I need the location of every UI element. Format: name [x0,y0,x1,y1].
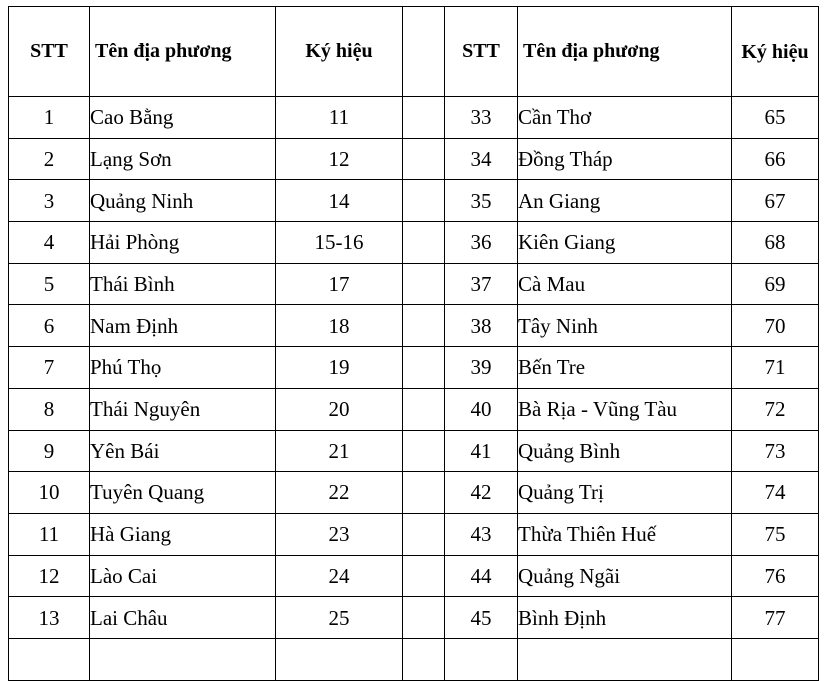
header-stt-left: STT [9,7,90,97]
cell-spacer [403,138,445,180]
province-code-table [8,6,819,681]
table-row [9,430,819,472]
cell-code-right: 73 [732,430,819,472]
table-row [9,513,819,555]
cell-name-right: Thừa Thiên Huế [518,513,732,555]
cell-name-left: Thái Nguyên [90,388,276,430]
cut-off-cell [518,638,732,680]
cell-stt-right: 40 [445,388,518,430]
table-row-cut-off [9,638,819,680]
cell-stt-right: 44 [445,555,518,597]
cell-code-left: 14 [276,180,403,222]
header-stt-right: STT [445,7,518,97]
cell-stt-right: 34 [445,138,518,180]
header-code-right: Ký hiệu [732,7,819,97]
cut-off-cell [9,638,90,680]
cut-off-cell [732,638,819,680]
cell-stt-left: 9 [9,430,90,472]
cell-stt-left: 11 [9,513,90,555]
cell-stt-left: 10 [9,472,90,514]
cell-stt-right: 37 [445,263,518,305]
cell-name-left: Hà Giang [90,513,276,555]
cell-name-left: Nam Định [90,305,276,347]
table-row [9,388,819,430]
cell-spacer [403,347,445,389]
cell-stt-right: 42 [445,472,518,514]
cell-spacer [403,305,445,347]
cell-name-left: Tuyên Quang [90,472,276,514]
cell-name-right: Cà Mau [518,263,732,305]
cell-name-right: Tây Ninh [518,305,732,347]
cell-code-left: 25 [276,597,403,639]
cell-code-left: 19 [276,347,403,389]
cell-code-left: 23 [276,513,403,555]
cell-stt-right: 33 [445,97,518,139]
cell-stt-left: 12 [9,555,90,597]
cell-stt-right: 43 [445,513,518,555]
cell-name-left: Cao Bằng [90,97,276,139]
cell-code-left: 21 [276,430,403,472]
table-row [9,97,819,139]
cut-off-cell [276,638,403,680]
cell-name-right: Cần Thơ [518,97,732,139]
header-spacer [403,7,445,97]
cell-code-left: 11 [276,97,403,139]
table-row [9,472,819,514]
cut-off-cell [403,638,445,680]
cell-code-right: 72 [732,388,819,430]
cell-spacer [403,180,445,222]
cell-spacer [403,263,445,305]
cell-stt-right: 45 [445,597,518,639]
cell-name-right: Bến Tre [518,347,732,389]
table-row [9,180,819,222]
cell-stt-left: 6 [9,305,90,347]
cell-code-right: 68 [732,222,819,264]
cell-spacer [403,388,445,430]
cell-name-left: Yên Bái [90,430,276,472]
table-row [9,222,819,264]
table-row [9,347,819,389]
cell-stt-left: 1 [9,97,90,139]
cell-code-left: 20 [276,388,403,430]
cell-name-left: Lào Cai [90,555,276,597]
cell-code-right: 66 [732,138,819,180]
table-row [9,555,819,597]
cell-code-right: 67 [732,180,819,222]
cell-code-left: 12 [276,138,403,180]
cut-off-cell [445,638,518,680]
header-name-right: Tên địa phương [518,7,732,97]
cell-spacer [403,555,445,597]
header-code-left: Ký hiệu [276,7,403,97]
cell-stt-left: 2 [9,138,90,180]
cell-name-right: An Giang [518,180,732,222]
table-row [9,597,819,639]
cell-stt-left: 5 [9,263,90,305]
header-name-left: Tên địa phương [90,7,276,97]
cell-spacer [403,222,445,264]
cell-stt-right: 39 [445,347,518,389]
header-row [9,7,819,97]
cell-spacer [403,430,445,472]
cell-code-left: 17 [276,263,403,305]
table-row [9,263,819,305]
cell-name-left: Thái Bình [90,263,276,305]
cell-code-right: 65 [732,97,819,139]
cell-code-right: 75 [732,513,819,555]
cell-stt-left: 13 [9,597,90,639]
cell-stt-left: 7 [9,347,90,389]
cell-stt-right: 41 [445,430,518,472]
cell-code-right: 77 [732,597,819,639]
cell-code-right: 69 [732,263,819,305]
cut-off-cell [90,638,276,680]
cell-stt-right: 36 [445,222,518,264]
cell-code-left: 18 [276,305,403,347]
cell-code-left: 22 [276,472,403,514]
cell-name-right: Bình Định [518,597,732,639]
cell-stt-left: 4 [9,222,90,264]
cell-code-right: 71 [732,347,819,389]
cell-name-right: Đồng Tháp [518,138,732,180]
cell-spacer [403,513,445,555]
cell-spacer [403,97,445,139]
cell-name-left: Lai Châu [90,597,276,639]
cell-name-right: Quảng Trị [518,472,732,514]
cell-code-right: 74 [732,472,819,514]
cell-name-right: Kiên Giang [518,222,732,264]
cell-code-right: 76 [732,555,819,597]
cell-stt-left: 8 [9,388,90,430]
cell-code-left: 15-16 [276,222,403,264]
cell-name-left: Phú Thọ [90,347,276,389]
cell-name-right: Quảng Ngãi [518,555,732,597]
table-row [9,305,819,347]
cell-name-left: Lạng Sơn [90,138,276,180]
cell-code-left: 24 [276,555,403,597]
cell-name-right: Quảng Bình [518,430,732,472]
cell-spacer [403,597,445,639]
cell-stt-left: 3 [9,180,90,222]
cell-code-right: 70 [732,305,819,347]
table-body [9,97,819,681]
table-row [9,138,819,180]
cell-name-left: Hải Phòng [90,222,276,264]
cell-stt-right: 38 [445,305,518,347]
cell-name-right: Bà Rịa - Vũng Tàu [518,388,732,430]
cell-spacer [403,472,445,514]
cell-stt-right: 35 [445,180,518,222]
cell-name-left: Quảng Ninh [90,180,276,222]
